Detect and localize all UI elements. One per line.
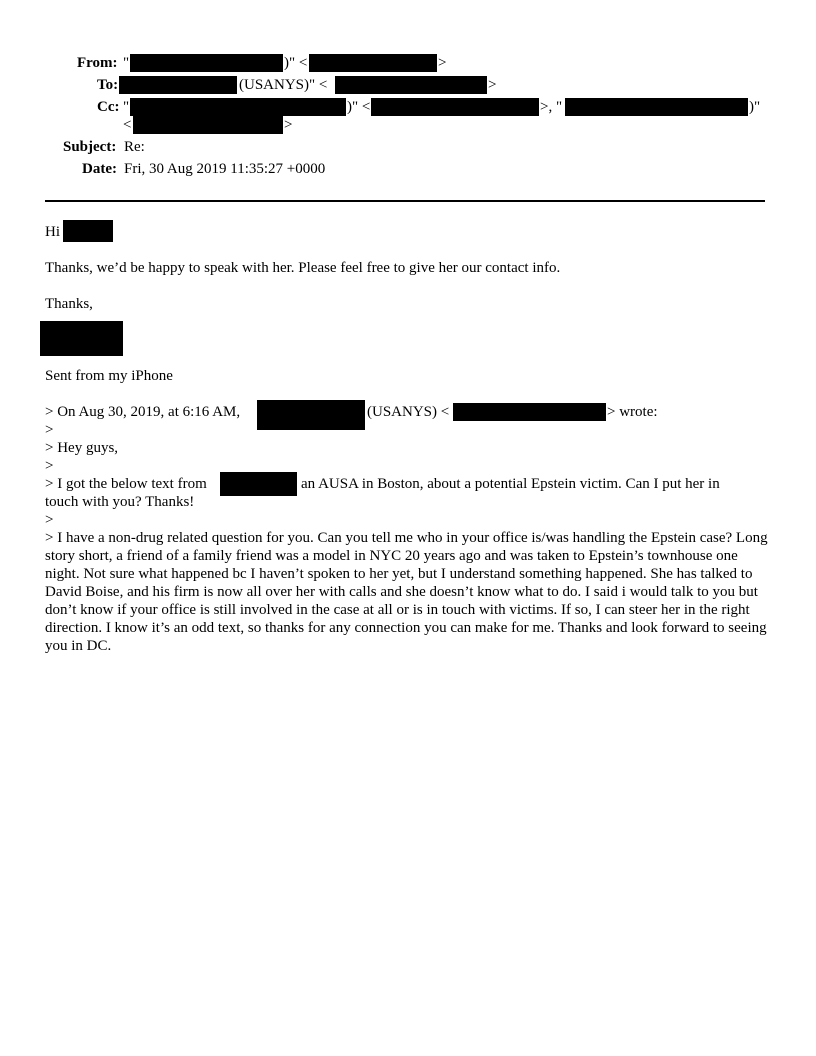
redaction-quote-email bbox=[453, 403, 606, 421]
redaction-cc-name-2 bbox=[565, 98, 748, 116]
date-value: Fri, 30 Aug 2019 11:35:27 +0000 bbox=[124, 161, 326, 177]
quote-intro-c: > wrote: bbox=[607, 404, 658, 420]
body-line-1: Thanks, we’d be happy to speak with her. Please feel free to give her our contact info. bbox=[45, 260, 561, 276]
subject-label: Subject: bbox=[63, 139, 117, 155]
quote-intro-b: (USANYS) < bbox=[367, 404, 450, 420]
from-quote-open: " bbox=[123, 55, 130, 71]
redaction-from-email bbox=[309, 54, 437, 72]
redaction-to-name bbox=[119, 76, 237, 94]
redaction-ausa-name bbox=[220, 472, 297, 496]
quote-got-b: an AUSA in Boston, about a potential Epstein victim. Can I put her in bbox=[301, 476, 720, 492]
subject-row bbox=[0, 138, 816, 156]
greeting: Hi bbox=[45, 224, 60, 240]
redaction-to-email bbox=[335, 76, 487, 94]
subject-value: Re: bbox=[124, 139, 145, 155]
to-row bbox=[0, 76, 816, 94]
cc-quote-mid: )" < bbox=[347, 99, 371, 115]
quote-got-a: > I got the below text from bbox=[45, 476, 207, 492]
quoted-text-message: > I have a non-drug related question for you. Can you tell me who in your office is/was handling the Epstein case? Long story short, a friend of a family friend was a model in NYC 20 years ago and was taken to Epstein’s townhouse one night. Not sure what happened bc I haven’t spoken to her yet, but I understand something happened. She has talked to David Boise, and his firm is now all over her with calls and she doesn’t know what to do. I said i would talk to you but don’t know if your office is still involved in the case at all or is in touch with victims. If so, I can steer her in the right direction. I know it’s an odd text, so thanks for any connection you can make for me. Thanks and look forward to seeing you in DC. bbox=[45, 530, 768, 654]
to-usanys: (USANYS)" < bbox=[239, 77, 328, 93]
quote-blank-3: > bbox=[45, 512, 54, 528]
redaction-cc-email-1 bbox=[371, 98, 539, 116]
cc-row bbox=[0, 98, 816, 116]
redaction-quote-sender bbox=[257, 400, 365, 430]
cc-row-2 bbox=[0, 116, 816, 134]
cc-label: Cc: bbox=[97, 99, 120, 115]
redaction-greeting-name bbox=[63, 220, 113, 242]
cc-quote-end: )" bbox=[749, 99, 761, 115]
quote-intro-a: > On Aug 30, 2019, at 6:16 AM, bbox=[45, 404, 241, 420]
redaction-cc-email-2 bbox=[133, 116, 283, 134]
cc-gt: > bbox=[284, 117, 293, 133]
header-divider bbox=[45, 200, 765, 202]
from-row bbox=[0, 54, 816, 72]
redaction-signature bbox=[40, 321, 123, 356]
date-label: Date: bbox=[82, 161, 117, 177]
from-quote-close: > bbox=[438, 55, 447, 71]
quote-hey: > Hey guys, bbox=[45, 440, 119, 456]
redaction-cc-name-1 bbox=[130, 98, 346, 116]
cc-lt: < bbox=[123, 117, 132, 133]
cc-quote-sep: >, " bbox=[540, 99, 563, 115]
date-row bbox=[0, 160, 816, 178]
quote-got-c: touch with you? Thanks! bbox=[45, 494, 195, 510]
from-quote-mid: )" < bbox=[284, 55, 308, 71]
sign-off: Thanks, bbox=[45, 296, 93, 312]
to-label: To: bbox=[97, 77, 119, 93]
from-label: From: bbox=[77, 55, 118, 71]
to-quote-close: > bbox=[488, 77, 497, 93]
quote-blank-1: > bbox=[45, 422, 54, 438]
cc-quote-open: " bbox=[123, 99, 130, 115]
sent-from: Sent from my iPhone bbox=[45, 368, 173, 384]
redaction-from-name bbox=[130, 54, 283, 72]
quote-blank-2: > bbox=[45, 458, 54, 474]
